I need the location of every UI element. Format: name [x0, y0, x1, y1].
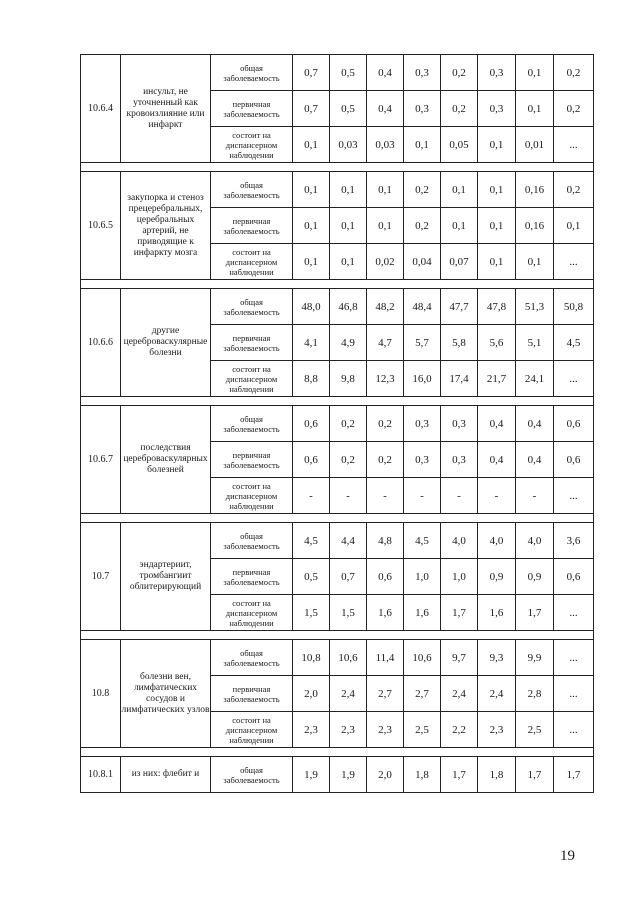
- value-cell: 0,03: [367, 127, 404, 163]
- indicator-cell: общая заболеваемость: [211, 55, 293, 91]
- disease-name-cell: болезни вен, лимфатических сосудов и лимфатических узлов: [121, 640, 211, 748]
- value-cell: 0,1: [478, 127, 516, 163]
- value-cell: 0,1: [478, 244, 516, 280]
- value-cell: 0,2: [441, 55, 478, 91]
- indicator-cell: общая заболеваемость: [211, 289, 293, 325]
- value-cell: 0,02: [367, 244, 404, 280]
- value-cell: 1,8: [478, 757, 516, 793]
- value-cell: 5,7: [404, 325, 441, 361]
- value-cell: 0,1: [330, 208, 367, 244]
- value-cell: 2,0: [293, 676, 330, 712]
- value-cell: 50,8: [554, 289, 594, 325]
- row-code-cell: 10.8.1: [81, 757, 121, 793]
- value-cell: 0,4: [367, 91, 404, 127]
- value-cell: 0,1: [516, 91, 554, 127]
- value-cell: 0,01: [516, 127, 554, 163]
- value-cell: 1,5: [293, 595, 330, 631]
- disease-name-cell: последствия цереброваскулярных болезней: [121, 406, 211, 514]
- value-cell: 0,1: [367, 172, 404, 208]
- value-cell: 0,3: [404, 406, 441, 442]
- table-row: [81, 523, 594, 559]
- value-cell: 5,8: [441, 325, 478, 361]
- value-cell: 48,4: [404, 289, 441, 325]
- value-cell: 2,7: [367, 676, 404, 712]
- value-cell: 0,1: [404, 127, 441, 163]
- disease-name-cell: эндартериит, тромбангиит облитерирующий: [121, 523, 211, 631]
- group-spacer-row: [81, 280, 594, 289]
- value-cell: 0,2: [330, 406, 367, 442]
- row-code-cell: 10.6.5: [81, 172, 121, 280]
- value-cell: 1,0: [441, 559, 478, 595]
- group-spacer: [81, 631, 594, 640]
- value-cell: 0,2: [441, 91, 478, 127]
- value-cell: 0,07: [441, 244, 478, 280]
- value-cell: 0,7: [293, 55, 330, 91]
- value-cell: 4,9: [330, 325, 367, 361]
- value-cell: 9,9: [516, 640, 554, 676]
- value-cell: 0,4: [516, 442, 554, 478]
- page-number: 19: [560, 848, 575, 864]
- disease-name-cell: закупорка и стеноз прецеребральных, церебральных артерий, не приводящие к инфаркту мозга: [121, 172, 211, 280]
- table-row: [81, 172, 594, 208]
- value-cell: 48,0: [293, 289, 330, 325]
- value-cell: 9,7: [441, 640, 478, 676]
- value-cell: 1,9: [293, 757, 330, 793]
- value-cell: 0,9: [516, 559, 554, 595]
- value-cell: 1,9: [330, 757, 367, 793]
- value-cell: 4,7: [367, 325, 404, 361]
- value-cell: 4,5: [554, 325, 594, 361]
- value-cell: 10,8: [293, 640, 330, 676]
- value-cell: 1,7: [441, 757, 478, 793]
- value-cell: 0,1: [554, 208, 594, 244]
- value-cell: 2,4: [478, 676, 516, 712]
- value-cell: 0,5: [293, 559, 330, 595]
- table-row: [81, 757, 594, 793]
- group-spacer: [81, 748, 594, 757]
- value-cell: 0,4: [516, 406, 554, 442]
- indicator-cell: состоит на диспансерном наблюдении: [211, 478, 293, 514]
- value-cell: 0,1: [516, 55, 554, 91]
- value-cell: -: [441, 478, 478, 514]
- value-cell: 0,2: [367, 442, 404, 478]
- indicator-cell: первичная заболеваемость: [211, 325, 293, 361]
- value-cell: 0,6: [367, 559, 404, 595]
- value-cell: 0,1: [367, 208, 404, 244]
- value-cell: ...: [554, 595, 594, 631]
- group-spacer-row: [81, 163, 594, 172]
- group-spacer: [81, 397, 594, 406]
- value-cell: 16,0: [404, 361, 441, 397]
- row-code-cell: 10.6.4: [81, 55, 121, 163]
- value-cell: 0,6: [293, 442, 330, 478]
- value-cell: 5,1: [516, 325, 554, 361]
- value-cell: -: [330, 478, 367, 514]
- value-cell: 1,7: [516, 757, 554, 793]
- value-cell: ...: [554, 640, 594, 676]
- morbidity-table: [80, 54, 594, 793]
- indicator-cell: общая заболеваемость: [211, 406, 293, 442]
- indicator-cell: общая заболеваемость: [211, 640, 293, 676]
- value-cell: 0,4: [367, 55, 404, 91]
- table-body: [81, 55, 594, 793]
- value-cell: 0,1: [441, 172, 478, 208]
- value-cell: 4,8: [367, 523, 404, 559]
- value-cell: 2,4: [330, 676, 367, 712]
- value-cell: 0,2: [404, 172, 441, 208]
- value-cell: 0,4: [478, 406, 516, 442]
- value-cell: 0,5: [330, 55, 367, 91]
- value-cell: 2,2: [441, 712, 478, 748]
- value-cell: 0,1: [516, 244, 554, 280]
- value-cell: 12,3: [367, 361, 404, 397]
- value-cell: 0,2: [554, 55, 594, 91]
- value-cell: 0,3: [441, 442, 478, 478]
- table-row: [81, 406, 594, 442]
- value-cell: 21,7: [478, 361, 516, 397]
- value-cell: 4,5: [293, 523, 330, 559]
- value-cell: 1,6: [404, 595, 441, 631]
- value-cell: 0,16: [516, 172, 554, 208]
- indicator-cell: первичная заболеваемость: [211, 442, 293, 478]
- value-cell: 1,7: [554, 757, 594, 793]
- value-cell: 0,4: [478, 442, 516, 478]
- row-code-cell: 10.6.7: [81, 406, 121, 514]
- value-cell: 48,2: [367, 289, 404, 325]
- value-cell: 2,0: [367, 757, 404, 793]
- value-cell: ...: [554, 478, 594, 514]
- value-cell: 0,3: [404, 442, 441, 478]
- value-cell: 10,6: [330, 640, 367, 676]
- value-cell: 4,0: [516, 523, 554, 559]
- indicator-cell: состоит на диспансерном наблюдении: [211, 595, 293, 631]
- value-cell: 0,3: [478, 55, 516, 91]
- value-cell: 0,1: [478, 208, 516, 244]
- value-cell: 5,6: [478, 325, 516, 361]
- value-cell: 1,6: [367, 595, 404, 631]
- value-cell: 0,6: [554, 406, 594, 442]
- value-cell: 0,2: [367, 406, 404, 442]
- value-cell: 47,8: [478, 289, 516, 325]
- value-cell: 0,1: [330, 172, 367, 208]
- indicator-cell: состоит на диспансерном наблюдении: [211, 361, 293, 397]
- value-cell: 1,7: [441, 595, 478, 631]
- value-cell: 17,4: [441, 361, 478, 397]
- value-cell: 0,5: [330, 91, 367, 127]
- value-cell: 4,4: [330, 523, 367, 559]
- value-cell: 0,6: [293, 406, 330, 442]
- value-cell: ...: [554, 244, 594, 280]
- value-cell: 0,2: [554, 91, 594, 127]
- value-cell: ...: [554, 127, 594, 163]
- value-cell: 11,4: [367, 640, 404, 676]
- indicator-cell: общая заболеваемость: [211, 523, 293, 559]
- group-spacer-row: [81, 631, 594, 640]
- value-cell: 4,5: [404, 523, 441, 559]
- value-cell: 2,5: [516, 712, 554, 748]
- value-cell: ...: [554, 361, 594, 397]
- value-cell: ...: [554, 712, 594, 748]
- value-cell: 4,0: [478, 523, 516, 559]
- indicator-cell: общая заболеваемость: [211, 172, 293, 208]
- value-cell: 0,6: [554, 442, 594, 478]
- value-cell: 0,2: [330, 442, 367, 478]
- value-cell: 46,8: [330, 289, 367, 325]
- value-cell: 0,1: [293, 244, 330, 280]
- value-cell: -: [367, 478, 404, 514]
- value-cell: 2,8: [516, 676, 554, 712]
- indicator-cell: состоит на диспансерном наблюдении: [211, 712, 293, 748]
- value-cell: 51,3: [516, 289, 554, 325]
- value-cell: 0,7: [293, 91, 330, 127]
- value-cell: 3,6: [554, 523, 594, 559]
- group-spacer-row: [81, 514, 594, 523]
- value-cell: 0,3: [404, 91, 441, 127]
- value-cell: -: [404, 478, 441, 514]
- value-cell: 0,3: [404, 55, 441, 91]
- group-spacer-row: [81, 748, 594, 757]
- value-cell: 47,7: [441, 289, 478, 325]
- value-cell: 2,3: [293, 712, 330, 748]
- indicator-cell: общая заболеваемость: [211, 757, 293, 793]
- value-cell: 0,7: [330, 559, 367, 595]
- row-code-cell: 10.6.6: [81, 289, 121, 397]
- value-cell: -: [478, 478, 516, 514]
- value-cell: 8,8: [293, 361, 330, 397]
- table-row: [81, 640, 594, 676]
- group-spacer-row: [81, 397, 594, 406]
- indicator-cell: первичная заболеваемость: [211, 676, 293, 712]
- value-cell: 24,1: [516, 361, 554, 397]
- value-cell: 0,05: [441, 127, 478, 163]
- disease-name-cell: инсульт, не уточненный как кровоизлияние или инфаркт: [121, 55, 211, 163]
- row-code-cell: 10.8: [81, 640, 121, 748]
- indicator-cell: состоит на диспансерном наблюдении: [211, 244, 293, 280]
- value-cell: 2,3: [330, 712, 367, 748]
- group-spacer: [81, 280, 594, 289]
- value-cell: 0,16: [516, 208, 554, 244]
- value-cell: 0,6: [554, 559, 594, 595]
- table-row: [81, 289, 594, 325]
- value-cell: 1,8: [404, 757, 441, 793]
- value-cell: 1,5: [330, 595, 367, 631]
- table-row: [81, 55, 594, 91]
- value-cell: 4,0: [441, 523, 478, 559]
- value-cell: 4,1: [293, 325, 330, 361]
- disease-name-cell: из них: флебит и: [121, 757, 211, 793]
- value-cell: ...: [554, 676, 594, 712]
- value-cell: 9,3: [478, 640, 516, 676]
- value-cell: 0,1: [293, 127, 330, 163]
- value-cell: 2,4: [441, 676, 478, 712]
- value-cell: 0,1: [293, 172, 330, 208]
- value-cell: 2,3: [478, 712, 516, 748]
- value-cell: 10,6: [404, 640, 441, 676]
- value-cell: 0,2: [404, 208, 441, 244]
- indicator-cell: первичная заболеваемость: [211, 208, 293, 244]
- value-cell: 1,0: [404, 559, 441, 595]
- value-cell: 0,03: [330, 127, 367, 163]
- value-cell: 0,1: [330, 244, 367, 280]
- value-cell: 0,3: [478, 91, 516, 127]
- value-cell: 0,3: [441, 406, 478, 442]
- value-cell: 2,7: [404, 676, 441, 712]
- value-cell: 1,6: [478, 595, 516, 631]
- row-code-cell: 10.7: [81, 523, 121, 631]
- value-cell: 2,3: [367, 712, 404, 748]
- value-cell: 0,9: [478, 559, 516, 595]
- value-cell: 0,1: [293, 208, 330, 244]
- value-cell: 0,2: [554, 172, 594, 208]
- value-cell: 0,1: [441, 208, 478, 244]
- indicator-cell: состоит на диспансерном наблюдении: [211, 127, 293, 163]
- indicator-cell: первичная заболеваемость: [211, 559, 293, 595]
- indicator-cell: первичная заболеваемость: [211, 91, 293, 127]
- value-cell: -: [293, 478, 330, 514]
- value-cell: 9,8: [330, 361, 367, 397]
- value-cell: -: [516, 478, 554, 514]
- disease-name-cell: другие цереброваскулярные болезни: [121, 289, 211, 397]
- value-cell: 0,1: [478, 172, 516, 208]
- value-cell: 2,5: [404, 712, 441, 748]
- value-cell: 0,04: [404, 244, 441, 280]
- value-cell: 1,7: [516, 595, 554, 631]
- group-spacer: [81, 163, 594, 172]
- group-spacer: [81, 514, 594, 523]
